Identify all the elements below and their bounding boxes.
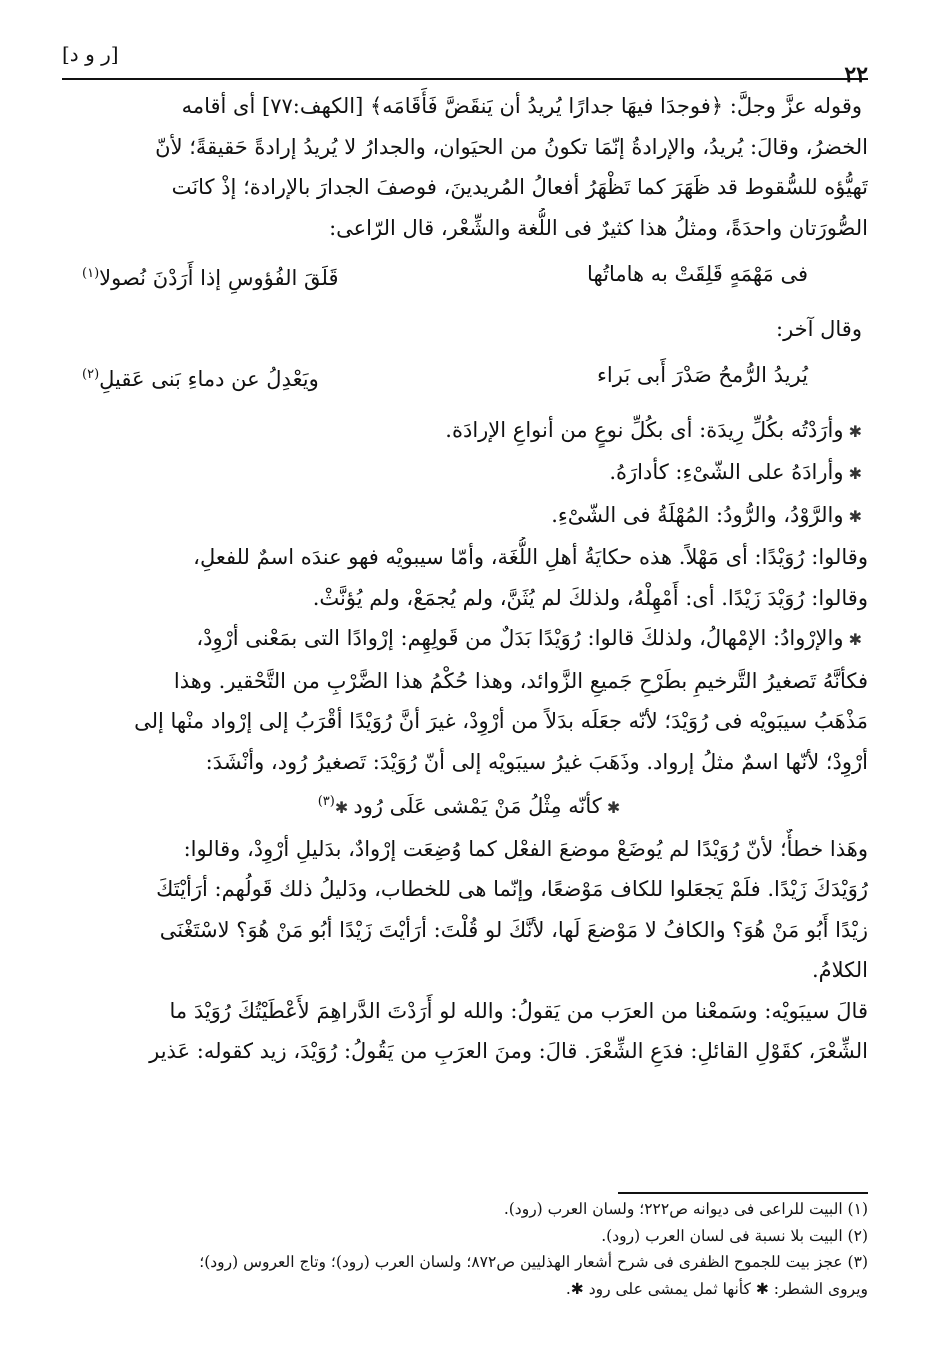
asterisk-icon: ✱ [843, 421, 862, 441]
asterisk-icon: ✱ [843, 630, 862, 649]
verse [70, 355, 868, 400]
verse-text: ويَعْدِلُ عن دماءِ بَنى عَقيلِ [99, 367, 319, 391]
entry-text: وأرادَهُ على الشّىْءِ: كأدارَهُ. [609, 460, 844, 484]
main-text [70, 86, 868, 1072]
text-line: وقال آخر: [776, 316, 862, 341]
asterisk-icon: ✱ [334, 798, 354, 817]
verse-hemistich: فى مَهْمَهٍ قَلِقَتْ به هاماتُها [587, 262, 808, 286]
text-line: الخضرُ، وقالَ: يُريدُ، والإرادةُ إنّمَا تكونُ من الحيَوان، والجدارُ لا يُريدُ إرادةً حَقيقةً؛ لأنّ [155, 134, 868, 159]
text-line: أرْوِدْ؛ لأنّها اسمٌ مثلُ إرواد. وذَهَبَ غيرُ سيبَويْه إلى أنّ رُوَيْدَ: تَصغيرُ رُود، وأنْشَدَ: [205, 749, 868, 774]
text-line: وقالوا: رُوَيْدًا: أى مَهْلاً. هذه حكايَةُ أهلِ اللُّغَة، وأمّا سيبويْه فهو عندَه اسمٌ للفعلِ، [193, 545, 868, 569]
footnote-ref: (٢) [82, 367, 100, 382]
footnote: (٣) عجز بيت للجموح الظفرى فى شرح أشعار الهذليين ص٨٧٢؛ ولسان العرب (رود)؛ وتاج العروس (رود)؛ [199, 1253, 868, 1271]
text-line: وهَذا خطأٌ؛ لأنّ رُوَيْدًا لم يُوضَعْ موضعَ الفعْل كما وُضِعَت إرْوادٌ، بدَليلِ أرْوِدْ، وقالوا: [183, 836, 868, 861]
text-line: زيْدًا أَبُو مَنْ هُوَ؟ والكافُ لا مَوْضعَ لَها، لأنَّكَ لو قُلْتَ: أرَأيْتَ زَيْدًا أبُو مَنْ هُوَ؟ لاسْتَغْنَى [159, 917, 868, 942]
footnote: (١) البيت للراعى فى ديوانه ص٢٢٢؛ ولسان العرب (رود). [503, 1200, 868, 1218]
page-number: ٢٢ [844, 62, 868, 88]
asterisk-icon: ✱ [601, 798, 621, 817]
text-line: وقوله عزَّ وجلَّ: ﴿فوجدَا فيهَا جدارًا يُريدُ أن يَنقَضَّ فَأَقَامَه﴾ [الكهف:٧٧] أى أقامه [181, 94, 862, 118]
footnote-ref: (١) [82, 266, 100, 281]
text-line: قالَ سيبَويْه: وسَمعْنا من العرَب من يَقولُ: والله لو أَرَدْتَ الدَّراهِمَ لأَعْطَيْتُكَ رُوَيْدَ ما [169, 998, 868, 1023]
entry-text: والإرْوادُ: الإمْهالُ، ولذلكَ قالوا: رُوَيْدًا بَدَلٌ من قَولِهِم: إرْوادًا التى بمَعْنى أرْوِدْ، [196, 626, 844, 650]
text-line: وقالوا: رُوَيْدَ زَيْدًا. أى: أَمْهِلْهُ، ولذلكَ لم يُثَنَّ، ولم يُجمَعْ، ولم يُؤنَّثْ. [312, 585, 868, 610]
asterisk-icon: ✱ [843, 464, 862, 483]
text-line: تَهيُّؤه للسُّقوط قد ظَهَرَ كما تَظْهَرُ أفعالُ المُريدينَ، فوصفَ الجدارَ بالإرادة؛ إذْ كانَت [171, 175, 868, 199]
page-header [62, 38, 868, 88]
text-line: الشِّعْرَ، كقَوْلِ القائلِ: فدَعِ الشِّعْرَ. قالَ: ومنَ العرَبِ من يَقُولُ: رُوَيْدَ، زيد كقوله: عَذير [149, 1039, 868, 1063]
text-line: رُوَيْدَكَ زَيْدًا. فلَمْ يَجعَلوا للكاف مَوْضعًا، وإنّما هى للخطاب، ودَليلُ ذلك قَولُهم: أرَأيْتَكَ [156, 877, 868, 901]
verse [70, 254, 868, 299]
entry-line [70, 410, 868, 453]
verse-text: قَلَقَ الفُؤوسِ إذا أَرَدْنَ نُصولا [99, 266, 339, 290]
asterisk-icon: ✱ [843, 506, 862, 526]
verse-hemistich [82, 355, 319, 400]
entry-line [70, 495, 868, 538]
entry-line [70, 618, 868, 661]
entry-text: وأرَدْتُه بكُلِّ رِيدَة: أى بكُلِّ نوعٍ من أنواعِ الإرادَة. [445, 417, 844, 442]
footnote: (٢) البيت بلا نسبة فى لسان العرب (رود). [601, 1226, 868, 1245]
verse-hemistich [82, 254, 338, 299]
footnote-ref: (٣) [317, 794, 335, 809]
running-head: [ر و د] [62, 42, 119, 66]
footnote-divider [618, 1192, 868, 1194]
verse-hemistich: يُريدُ الرُّمحُ صَدْرَ أَبى بَراء [597, 363, 808, 387]
text-line: الكلامُ. [811, 958, 868, 982]
verse-quote [70, 782, 868, 829]
entry-line [70, 452, 868, 495]
footnote: ويروى الشطر: ✱ كأنها ثمل يمشى على رود ✱. [565, 1279, 868, 1298]
entry-text: والرَّوْدُ، والرُّودُ: المُهْلَةُ فى الشّىْءِ. [551, 502, 844, 527]
verse-text: كأنّه مِثْلُ مَنْ يَمْشى عَلَى رُود [353, 794, 602, 818]
text-line: مَذْهَبُ سيبَويْه فى رُوَيْدَ؛ لأنّه جعَلَه بدَلاً من أرْوِدْ، غيرَ أنَّ رُوَيْدًا أقْرَبُ إلى إرْواد منْها إلى [134, 709, 868, 733]
text-line: فكأنَّهُ تَصغيرُ التَّرخيمِ بطَرْحِ جَميعِ الزَّوائد، وهذا حُكْمُ هذا الضَّرْبِ من التَّحْقير. وهذا [173, 668, 868, 693]
text-line: الصُّورَتان واحدَةً، ومثلُ هذا كثيرٌ فى اللُّغة والشِّعْر، قال الرّاعى: [329, 215, 868, 240]
footnotes [70, 1196, 868, 1302]
